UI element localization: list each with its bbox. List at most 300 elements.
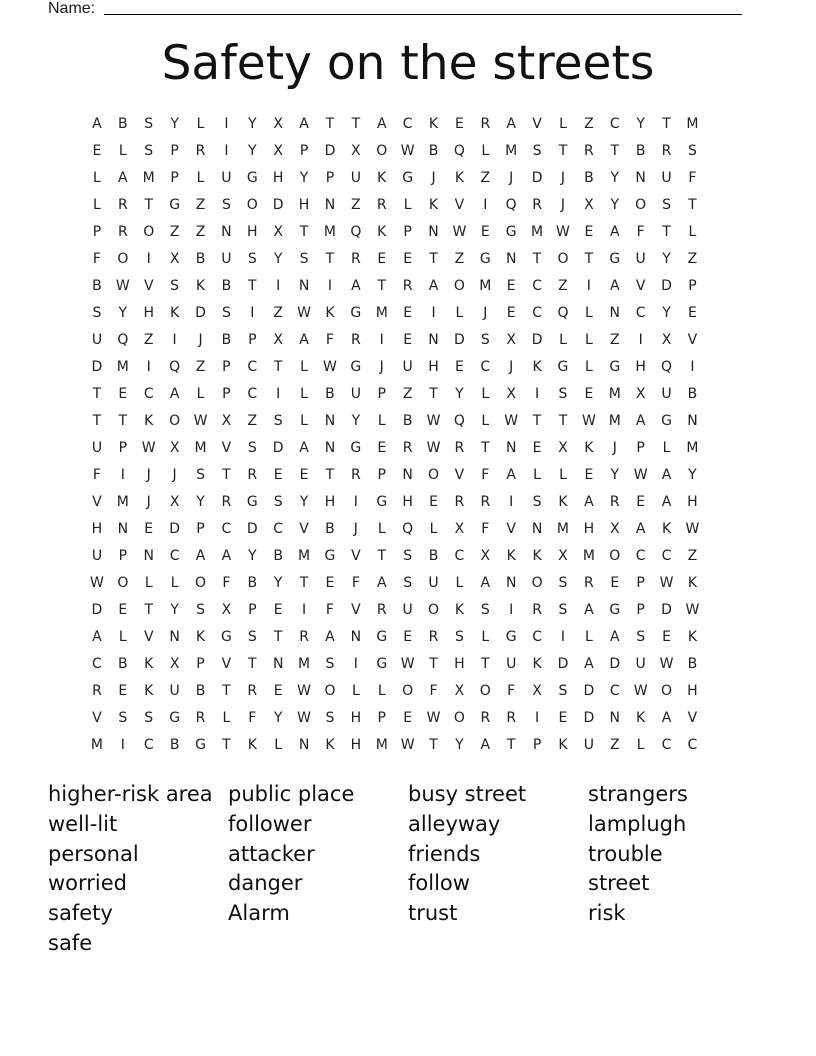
grid-letter[interactable]: L xyxy=(559,332,567,348)
grid-letter[interactable]: W xyxy=(504,413,519,429)
grid-letter[interactable]: Y xyxy=(299,170,309,186)
grid-letter[interactable]: Z xyxy=(402,386,413,402)
grid-letter[interactable]: V xyxy=(351,602,361,618)
grid-letter[interactable]: I xyxy=(638,332,643,348)
grid-letter[interactable]: M xyxy=(505,143,518,159)
grid-letter[interactable]: U xyxy=(221,251,232,267)
grid-letter[interactable]: L xyxy=(300,359,308,375)
grid-letter[interactable]: M xyxy=(531,224,544,240)
grid-letter[interactable]: L xyxy=(559,116,567,132)
grid-letter[interactable]: A xyxy=(661,467,672,483)
grid-letter[interactable]: R xyxy=(584,143,594,159)
grid-letter[interactable]: E xyxy=(454,116,464,132)
grid-letter[interactable]: N xyxy=(609,305,620,321)
grid-letter[interactable]: I xyxy=(146,359,151,375)
grid-letter[interactable]: X xyxy=(273,143,283,159)
grid-letter[interactable]: T xyxy=(325,251,335,267)
grid-letter[interactable]: N xyxy=(143,548,154,564)
grid-letter[interactable]: P xyxy=(377,467,386,483)
grid-letter[interactable]: K xyxy=(247,737,257,753)
grid-letter[interactable]: E xyxy=(325,575,335,591)
grid-letter[interactable]: S xyxy=(273,413,283,429)
grid-letter[interactable]: M xyxy=(375,305,388,321)
grid-letter[interactable]: T xyxy=(610,143,620,159)
grid-letter[interactable]: I xyxy=(224,143,229,159)
grid-letter[interactable]: Z xyxy=(169,224,180,240)
grid-letter[interactable]: S xyxy=(558,683,568,699)
grid-letter[interactable]: R xyxy=(117,197,128,213)
grid-letter[interactable]: Y xyxy=(455,737,464,753)
grid-letter[interactable]: N xyxy=(402,467,413,483)
grid-letter[interactable]: C xyxy=(402,116,413,132)
grid-letter[interactable]: R xyxy=(428,629,439,645)
grid-letter[interactable]: T xyxy=(351,116,361,132)
grid-letter[interactable]: I xyxy=(276,386,281,402)
grid-letter[interactable]: W xyxy=(297,305,311,321)
grid-letter[interactable]: G xyxy=(350,359,362,375)
grid-letter[interactable]: U xyxy=(350,386,361,402)
grid-letter[interactable]: O xyxy=(402,683,414,699)
grid-letter[interactable]: S xyxy=(221,197,231,213)
grid-letter[interactable]: O xyxy=(169,413,181,429)
grid-letter[interactable]: D xyxy=(661,602,672,618)
grid-letter[interactable]: D xyxy=(169,521,180,537)
grid-letter[interactable]: L xyxy=(584,359,593,375)
grid-letter[interactable]: T xyxy=(325,467,335,483)
grid-letter[interactable]: T xyxy=(248,278,257,294)
grid-letter[interactable]: U xyxy=(635,251,646,267)
grid-letter[interactable]: C xyxy=(687,737,698,753)
grid-letter[interactable]: I xyxy=(172,332,177,348)
grid-letter[interactable]: I xyxy=(327,278,333,294)
grid-letter[interactable]: Z xyxy=(195,197,206,213)
grid-letter[interactable]: B xyxy=(428,548,439,564)
grid-letter[interactable]: K xyxy=(661,521,672,537)
grid-letter[interactable]: A xyxy=(169,386,180,402)
grid-letter[interactable]: G xyxy=(609,602,621,618)
grid-letter[interactable]: D xyxy=(246,521,258,537)
grid-letter[interactable]: Q xyxy=(117,332,129,348)
grid-letter[interactable]: M xyxy=(608,386,621,402)
grid-letter[interactable]: E xyxy=(403,305,413,321)
grid-letter[interactable]: C xyxy=(609,683,620,699)
grid-letter[interactable]: F xyxy=(222,575,231,591)
grid-letter[interactable]: L xyxy=(455,575,464,591)
grid-letter[interactable]: B xyxy=(273,548,283,564)
grid-letter[interactable]: B xyxy=(687,656,698,672)
grid-letter[interactable]: M xyxy=(608,413,621,429)
grid-letter[interactable]: K xyxy=(532,656,542,672)
grid-letter[interactable]: S xyxy=(403,575,413,591)
grid-letter[interactable]: M xyxy=(116,494,129,510)
name-field[interactable] xyxy=(48,0,95,18)
grid-letter[interactable]: S xyxy=(144,710,154,726)
grid-letter[interactable]: O xyxy=(194,575,207,591)
grid-letter[interactable]: C xyxy=(532,278,542,294)
grid-letter[interactable]: L xyxy=(584,305,593,321)
grid-letter[interactable]: F xyxy=(248,710,257,726)
grid-letter[interactable]: N xyxy=(635,170,646,186)
grid-letter[interactable]: O xyxy=(531,575,543,591)
grid-letter[interactable]: R xyxy=(584,575,594,591)
grid-letter[interactable]: C xyxy=(273,521,284,537)
grid-letter[interactable]: R xyxy=(480,710,491,726)
grid-letter[interactable]: L xyxy=(377,521,386,537)
grid-letter[interactable]: A xyxy=(584,656,594,672)
grid-letter[interactable]: E xyxy=(299,467,309,483)
grid-letter[interactable]: S xyxy=(118,710,128,726)
grid-letter[interactable]: S xyxy=(454,629,464,645)
grid-letter[interactable]: Q xyxy=(661,359,673,375)
grid-letter[interactable]: S xyxy=(532,143,542,159)
grid-letter[interactable]: Y xyxy=(299,494,309,510)
grid-letter[interactable]: U xyxy=(661,386,672,402)
grid-letter[interactable]: X xyxy=(558,548,568,564)
grid-letter[interactable]: W xyxy=(659,656,674,672)
grid-letter[interactable]: L xyxy=(118,143,127,159)
grid-letter[interactable]: B xyxy=(118,116,128,132)
grid-letter[interactable]: W xyxy=(400,143,415,159)
grid-letter[interactable]: W xyxy=(90,575,104,591)
grid-letter[interactable]: U xyxy=(635,656,646,672)
grid-letter[interactable]: F xyxy=(325,332,334,348)
grid-letter[interactable]: A xyxy=(609,278,620,294)
grid-letter[interactable]: G xyxy=(350,305,362,321)
grid-letter[interactable]: G xyxy=(376,629,388,645)
grid-letter[interactable]: T xyxy=(144,602,153,618)
grid-letter[interactable]: T xyxy=(688,197,697,213)
grid-letter[interactable]: B xyxy=(195,251,206,267)
grid-letter[interactable]: E xyxy=(403,251,413,267)
grid-letter[interactable]: P xyxy=(118,548,128,564)
grid-letter[interactable]: S xyxy=(558,575,568,591)
grid-letter[interactable]: I xyxy=(120,467,125,483)
grid-letter[interactable]: S xyxy=(299,251,309,267)
grid-letter[interactable]: K xyxy=(144,413,154,429)
grid-letter[interactable]: L xyxy=(636,737,645,753)
grid-letter[interactable]: O xyxy=(428,602,440,618)
grid-letter[interactable]: Q xyxy=(505,197,517,213)
grid-letter[interactable]: C xyxy=(609,116,620,132)
grid-letter[interactable]: K xyxy=(195,278,206,294)
grid-letter[interactable]: L xyxy=(274,737,283,753)
grid-letter[interactable]: L xyxy=(403,197,412,213)
grid-letter[interactable]: H xyxy=(454,656,465,672)
grid-letter[interactable]: B xyxy=(402,413,413,429)
grid-letter[interactable]: H xyxy=(687,494,698,510)
grid-letter[interactable]: H xyxy=(350,737,362,753)
grid-letter[interactable]: E xyxy=(92,143,102,159)
grid-letter[interactable]: W xyxy=(452,224,467,240)
grid-letter[interactable]: X xyxy=(221,413,232,429)
grid-letter[interactable]: S xyxy=(558,386,568,402)
grid-letter[interactable]: F xyxy=(325,602,334,618)
grid-letter[interactable]: O xyxy=(479,683,491,699)
grid-letter[interactable]: Y xyxy=(196,494,205,510)
grid-letter[interactable]: L xyxy=(455,305,464,321)
grid-letter[interactable]: L xyxy=(481,413,490,429)
grid-letter[interactable]: I xyxy=(586,278,591,294)
grid-letter[interactable]: T xyxy=(92,413,102,429)
grid-letter[interactable]: R xyxy=(350,467,361,483)
grid-letter[interactable]: N xyxy=(221,224,232,240)
grid-letter[interactable]: W xyxy=(193,413,208,429)
grid-letter[interactable]: C xyxy=(480,359,491,375)
grid-letter[interactable]: R xyxy=(480,494,491,510)
grid-letter[interactable]: D xyxy=(272,440,284,456)
grid-letter[interactable]: I xyxy=(120,737,125,753)
grid-letter[interactable]: L xyxy=(688,224,697,240)
grid-letter[interactable]: A xyxy=(635,413,646,429)
grid-letter[interactable]: M xyxy=(556,521,570,537)
grid-letter[interactable]: E xyxy=(403,332,413,348)
grid-letter[interactable]: R xyxy=(402,278,413,294)
grid-letter[interactable]: R xyxy=(221,494,232,510)
grid-letter[interactable]: H xyxy=(583,521,595,537)
grid-letter[interactable]: W xyxy=(400,737,415,753)
grid-letter[interactable]: W xyxy=(141,440,156,456)
grid-letter[interactable]: U xyxy=(661,170,672,186)
grid-letter[interactable]: P xyxy=(636,575,645,591)
grid-letter[interactable]: J xyxy=(612,440,617,456)
grid-letter[interactable]: R xyxy=(454,440,465,456)
grid-letter[interactable]: K xyxy=(558,737,568,753)
grid-letter[interactable]: W xyxy=(685,602,700,618)
grid-letter[interactable]: T xyxy=(662,116,671,132)
grid-letter[interactable]: B xyxy=(92,278,102,294)
grid-letter[interactable]: R xyxy=(247,683,258,699)
grid-letter[interactable]: C xyxy=(532,305,542,321)
grid-letter[interactable]: U xyxy=(91,332,103,348)
grid-letter[interactable]: T xyxy=(506,737,516,753)
grid-letter[interactable]: X xyxy=(635,386,646,402)
grid-letter[interactable]: D xyxy=(272,197,284,213)
grid-letter[interactable]: J xyxy=(431,170,436,186)
grid-letter[interactable]: X xyxy=(454,521,465,537)
grid-letter[interactable]: N xyxy=(505,575,517,591)
grid-letter[interactable]: A xyxy=(376,116,387,132)
grid-letter[interactable]: K xyxy=(558,494,568,510)
grid-letter[interactable]: C xyxy=(532,629,542,645)
grid-letter[interactable]: V xyxy=(687,332,698,348)
grid-letter[interactable]: P xyxy=(118,440,128,456)
grid-letter[interactable]: M xyxy=(686,116,699,132)
grid-letter[interactable]: M xyxy=(116,359,129,375)
grid-letter[interactable]: G xyxy=(246,494,258,510)
grid-letter[interactable]: L xyxy=(170,575,179,591)
grid-letter[interactable]: Z xyxy=(558,278,568,294)
grid-letter[interactable]: M xyxy=(582,548,595,564)
grid-letter[interactable]: E xyxy=(610,575,620,591)
grid-letter[interactable]: J xyxy=(509,170,514,186)
grid-letter[interactable]: Z xyxy=(454,251,465,267)
grid-letter[interactable]: P xyxy=(248,332,257,348)
grid-letter[interactable]: H xyxy=(298,197,310,213)
grid-letter[interactable]: X xyxy=(221,602,232,618)
grid-letter[interactable]: V xyxy=(454,197,465,213)
grid-letter[interactable]: Y xyxy=(610,197,620,213)
grid-letter[interactable]: N xyxy=(272,656,284,672)
grid-letter[interactable]: D xyxy=(583,710,595,726)
grid-letter[interactable]: W xyxy=(556,224,570,240)
grid-letter[interactable]: J xyxy=(172,467,177,483)
grid-letter[interactable]: L xyxy=(533,467,541,483)
grid-letter[interactable]: Y xyxy=(273,575,283,591)
grid-letter[interactable]: S xyxy=(196,467,205,483)
grid-letter[interactable]: Y xyxy=(273,251,283,267)
grid-letter[interactable]: G xyxy=(402,170,414,186)
grid-letter[interactable]: A xyxy=(506,116,516,132)
grid-letter[interactable]: K xyxy=(144,683,154,699)
grid-letter[interactable]: S xyxy=(273,494,283,510)
grid-letter[interactable]: S xyxy=(325,656,335,672)
grid-letter[interactable]: X xyxy=(273,116,283,132)
grid-letter[interactable]: D xyxy=(324,143,336,159)
grid-letter[interactable]: T xyxy=(481,656,490,672)
grid-letter[interactable]: A xyxy=(325,629,335,645)
grid-letter[interactable]: P xyxy=(377,710,386,726)
grid-letter[interactable]: O xyxy=(635,197,647,213)
grid-letter[interactable]: V xyxy=(687,710,698,726)
grid-letter[interactable]: A xyxy=(376,575,387,591)
grid-letter[interactable]: T xyxy=(481,440,490,456)
grid-letter[interactable]: D xyxy=(454,332,465,348)
grid-letter[interactable]: F xyxy=(636,224,645,240)
grid-letter[interactable]: L xyxy=(222,710,231,726)
grid-letter[interactable]: V xyxy=(143,629,154,645)
grid-letter[interactable]: L xyxy=(144,575,153,591)
grid-letter[interactable]: E xyxy=(403,629,413,645)
grid-letter[interactable]: O xyxy=(117,575,129,591)
grid-letter[interactable]: R xyxy=(454,494,465,510)
grid-letter[interactable]: S xyxy=(558,602,568,618)
grid-letter[interactable]: K xyxy=(195,629,206,645)
grid-letter[interactable]: I xyxy=(302,602,307,618)
grid-letter[interactable]: A xyxy=(92,629,102,645)
grid-letter[interactable]: E xyxy=(532,440,542,456)
grid-letter[interactable]: H xyxy=(272,170,284,186)
grid-letter[interactable]: S xyxy=(144,116,154,132)
grid-letter[interactable]: Y xyxy=(273,710,283,726)
grid-letter[interactable]: Y xyxy=(636,116,645,132)
grid-letter[interactable]: O xyxy=(661,683,673,699)
grid-letter[interactable]: V xyxy=(351,548,361,564)
grid-letter[interactable]: Y xyxy=(662,305,671,321)
grid-letter[interactable]: E xyxy=(584,467,594,483)
grid-letter[interactable]: A xyxy=(480,737,491,753)
grid-letter[interactable]: T xyxy=(558,143,568,159)
grid-letter[interactable]: D xyxy=(195,305,206,321)
grid-letter[interactable]: M xyxy=(298,656,311,672)
grid-letter[interactable]: J xyxy=(560,197,566,213)
grid-letter[interactable]: I xyxy=(560,629,566,645)
grid-letter[interactable]: P xyxy=(325,170,335,186)
grid-letter[interactable]: V xyxy=(143,278,154,294)
grid-letter[interactable]: R xyxy=(247,467,258,483)
grid-letter[interactable]: Q xyxy=(453,143,465,159)
grid-letter[interactable]: Z xyxy=(195,359,206,375)
grid-letter[interactable]: G xyxy=(376,656,388,672)
grid-letter[interactable]: L xyxy=(377,413,386,429)
grid-letter[interactable]: G xyxy=(350,440,362,456)
grid-letter[interactable]: H xyxy=(247,224,258,240)
grid-letter[interactable]: Z xyxy=(687,548,698,564)
grid-letter[interactable]: B xyxy=(584,170,594,186)
grid-letter[interactable]: S xyxy=(247,440,257,456)
grid-letter[interactable]: E xyxy=(662,629,671,645)
grid-letter[interactable]: X xyxy=(661,332,672,348)
grid-letter[interactable]: T xyxy=(377,278,387,294)
grid-letter[interactable]: Y xyxy=(351,413,361,429)
grid-letter[interactable]: K xyxy=(144,656,154,672)
grid-letter[interactable]: H xyxy=(91,521,103,537)
grid-letter[interactable]: Z xyxy=(273,305,283,321)
grid-letter[interactable]: F xyxy=(92,251,101,267)
grid-letter[interactable]: H xyxy=(428,359,439,375)
grid-letter[interactable]: D xyxy=(661,278,672,294)
grid-letter[interactable]: T xyxy=(299,575,309,591)
grid-letter[interactable]: U xyxy=(583,737,594,753)
grid-letter[interactable]: K xyxy=(170,305,180,321)
grid-letter[interactable]: C xyxy=(661,548,672,564)
grid-letter[interactable]: M xyxy=(298,548,311,564)
grid-letter[interactable]: O xyxy=(453,278,465,294)
grid-letter[interactable]: J xyxy=(483,305,488,321)
grid-letter[interactable]: N xyxy=(324,440,336,456)
grid-letter[interactable]: A xyxy=(351,278,361,294)
grid-letter[interactable]: O xyxy=(324,683,336,699)
grid-letter[interactable]: T xyxy=(273,359,283,375)
grid-letter[interactable]: N xyxy=(505,251,517,267)
grid-letter[interactable]: S xyxy=(532,494,542,510)
grid-letter[interactable]: V xyxy=(221,440,232,456)
grid-letter[interactable]: B xyxy=(428,143,439,159)
grid-letter[interactable]: X xyxy=(584,197,594,213)
grid-letter[interactable]: B xyxy=(221,332,232,348)
grid-letter[interactable]: A xyxy=(118,170,128,186)
grid-letter[interactable]: N xyxy=(428,332,439,348)
grid-letter[interactable]: Z xyxy=(584,116,594,132)
grid-letter[interactable]: K xyxy=(377,224,387,240)
grid-letter[interactable]: N xyxy=(531,521,543,537)
grid-letter[interactable]: X xyxy=(506,386,516,402)
grid-letter[interactable]: W xyxy=(581,413,596,429)
grid-letter[interactable]: A xyxy=(609,224,620,240)
grid-letter[interactable]: X xyxy=(351,143,361,159)
grid-letter[interactable]: E xyxy=(377,440,387,456)
grid-letter[interactable]: W xyxy=(115,278,130,294)
grid-letter[interactable]: Q xyxy=(402,521,414,537)
grid-letter[interactable]: K xyxy=(428,197,439,213)
grid-letter[interactable]: O xyxy=(609,548,621,564)
grid-letter[interactable]: O xyxy=(557,251,569,267)
grid-letter[interactable]: C xyxy=(247,386,258,402)
grid-letter[interactable]: E xyxy=(118,602,128,618)
grid-letter[interactable]: Q xyxy=(169,359,181,375)
grid-letter[interactable]: S xyxy=(480,602,490,618)
grid-letter[interactable]: L xyxy=(377,683,386,699)
grid-letter[interactable]: Y xyxy=(248,548,257,564)
grid-letter[interactable]: J xyxy=(353,521,358,537)
grid-letter[interactable]: M xyxy=(479,278,492,294)
grid-letter[interactable]: N xyxy=(117,521,129,537)
grid-letter[interactable]: B xyxy=(247,575,258,591)
grid-letter[interactable]: L xyxy=(559,467,567,483)
grid-letter[interactable]: O xyxy=(453,710,465,726)
grid-letter[interactable]: P xyxy=(248,602,257,618)
grid-letter[interactable]: V xyxy=(299,521,309,537)
grid-letter[interactable]: L xyxy=(351,683,360,699)
